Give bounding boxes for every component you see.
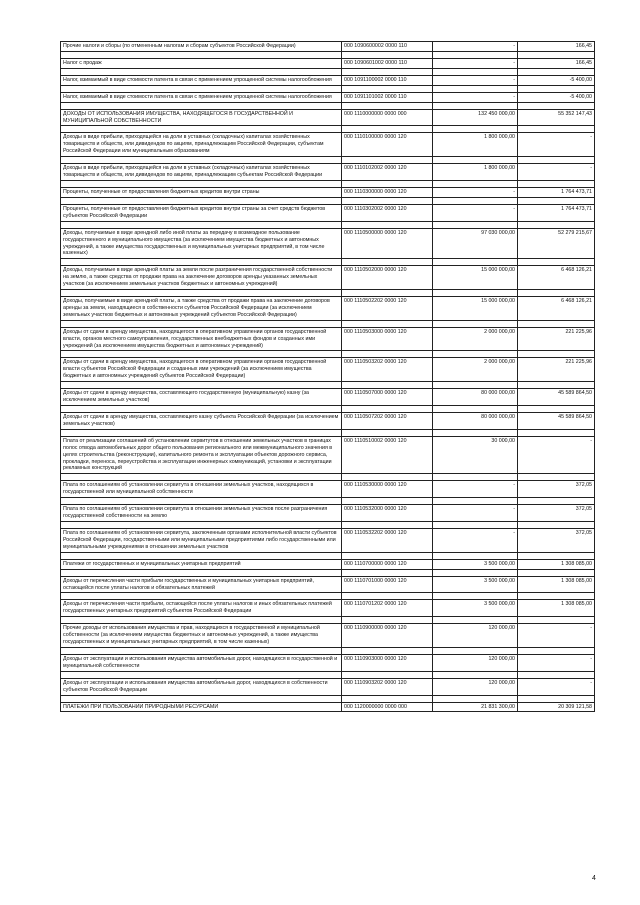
row-name-cell: ПЛАТЕЖИ ПРИ ПОЛЬЗОВАНИИ ПРИРОДНЫМИ РЕСУРСАМИ: [61, 702, 342, 712]
row-code-cell: 000 1110507202 0000 120: [342, 413, 433, 430]
row-exec-cell: -5 400,00: [518, 75, 595, 85]
row-plan-cell: 80 000 000,00: [433, 389, 518, 406]
row-name-cell: Доходы, получаемые в виде арендной платы за земли после разграничения государственной собственности на землю, а также средства от продажи права на заключение договоров аренды указанных земельных участков (за исключением земельных участков бюджетных и автономных учреждений): [61, 266, 342, 290]
table-row: [61, 505, 595, 522]
row-exec-cell: -: [518, 133, 595, 157]
spacer-cell: [61, 126, 342, 133]
spacer-cell: [433, 647, 518, 654]
revenue-table: [60, 41, 595, 712]
spacer-cell: [342, 290, 433, 297]
spacer-cell: [61, 671, 342, 678]
row-exec-cell: 372,05: [518, 481, 595, 498]
row-exec-cell: 372,05: [518, 505, 595, 522]
spacer-cell: [61, 382, 342, 389]
row-code-cell: 000 1110502202 0000 120: [342, 297, 433, 321]
row-plan-cell: 21 831 300,00: [433, 702, 518, 712]
row-exec-cell: 166,45: [518, 42, 595, 52]
row-name-cell: Доходы, получаемые в виде арендной либо иной платы за передачу в возмездное пользование государственного и муниципального имущества (за исключением имущества бюджетных и автономных учреждений, а также имущества государственных и муниципальных унитарных предприятий, в том числе казенных): [61, 228, 342, 259]
spacer-cell: [518, 617, 595, 624]
spacer-cell: [433, 68, 518, 75]
row-spacer: [61, 671, 595, 678]
row-exec-cell: 221 225,96: [518, 327, 595, 351]
row-plan-cell: -: [433, 505, 518, 522]
row-exec-cell: 1 308 085,00: [518, 559, 595, 569]
spacer-cell: [342, 221, 433, 228]
spacer-cell: [342, 569, 433, 576]
spacer-cell: [433, 569, 518, 576]
row-exec-cell: 6 468 126,21: [518, 266, 595, 290]
row-name-cell: Доходы от перечисления части прибыли государственных и муниципальных унитарных предприятий, остающейся после уплаты налогов и обязательных платежей: [61, 576, 342, 593]
row-name-cell: Налог с продаж: [61, 58, 342, 68]
table-row: [61, 327, 595, 351]
row-spacer: [61, 593, 595, 600]
spacer-cell: [518, 406, 595, 413]
row-plan-cell: 1 800 000,00: [433, 164, 518, 181]
row-spacer: [61, 552, 595, 559]
table-row: [61, 481, 595, 498]
row-exec-cell: 20 309 121,58: [518, 702, 595, 712]
spacer-cell: [518, 671, 595, 678]
row-name-cell: Прочие налоги и сборы (по отмененным налогам и сборам субъектов Российской Федерации): [61, 42, 342, 52]
spacer-cell: [342, 552, 433, 559]
row-plan-cell: -: [433, 42, 518, 52]
row-name-cell: Доходы от перечисления части прибыли, остающейся после уплаты налогов и иных обязательных платежей государственных унитарных предприятий субъектов Российской Федерации: [61, 600, 342, 617]
row-code-cell: 000 1110302002 0000 120: [342, 204, 433, 221]
spacer-cell: [518, 569, 595, 576]
spacer-cell: [61, 695, 342, 702]
row-name-cell: ДОХОДЫ ОТ ИСПОЛЬЗОВАНИЯ ИМУЩЕСТВА, НАХОДЯЩЕГОСЯ В ГОСУДАРСТВЕННОЙ И МУНИЦИПАЛЬНОЙ СОБСТВЕННОСТИ: [61, 109, 342, 126]
table-row: [61, 187, 595, 197]
spacer-cell: [433, 351, 518, 358]
spacer-cell: [61, 180, 342, 187]
spacer-cell: [61, 102, 342, 109]
spacer-cell: [61, 429, 342, 436]
row-exec-cell: 45 589 864,50: [518, 389, 595, 406]
table-row: [61, 358, 595, 382]
spacer-cell: [433, 157, 518, 164]
row-code-cell: 000 1120000000 0000 000: [342, 702, 433, 712]
spacer-cell: [433, 320, 518, 327]
table-row: [61, 678, 595, 695]
table-row: [61, 133, 595, 157]
row-plan-cell: 120 000,00: [433, 624, 518, 648]
row-name-cell: Доходы от сдачи в аренду имущества, составляющего государственную (муниципальную) казну (за исключением земельных участков): [61, 389, 342, 406]
spacer-cell: [61, 68, 342, 75]
spacer-cell: [433, 221, 518, 228]
row-spacer: [61, 474, 595, 481]
spacer-cell: [342, 320, 433, 327]
spacer-cell: [61, 221, 342, 228]
spacer-cell: [433, 126, 518, 133]
row-exec-cell: -5 400,00: [518, 92, 595, 102]
spacer-cell: [61, 51, 342, 58]
row-spacer: [61, 569, 595, 576]
row-exec-cell: 372,05: [518, 528, 595, 552]
table-row: [61, 413, 595, 430]
spacer-cell: [433, 474, 518, 481]
row-exec-cell: 45 589 864,50: [518, 413, 595, 430]
table-row: [61, 389, 595, 406]
row-plan-cell: 15 000 000,00: [433, 297, 518, 321]
row-code-cell: 000 1110900000 0000 120: [342, 624, 433, 648]
row-code-cell: 000 1110530000 0000 120: [342, 481, 433, 498]
row-plan-cell: 3 500 000,00: [433, 559, 518, 569]
spacer-cell: [518, 382, 595, 389]
row-name-cell: Платежи от государственных и муниципальных унитарных предприятий: [61, 559, 342, 569]
spacer-cell: [518, 290, 595, 297]
row-spacer: [61, 157, 595, 164]
spacer-cell: [61, 498, 342, 505]
row-code-cell: 000 1110500000 0000 120: [342, 228, 433, 259]
spacer-cell: [433, 85, 518, 92]
row-spacer: [61, 85, 595, 92]
row-code-cell: 000 1110503202 0000 120: [342, 358, 433, 382]
table-row: [61, 702, 595, 712]
row-name-cell: Плата по соглашениям об установлении сервитута, заключенным органами исполнительной власти субъектов Российской Федерации, государственными или муниципальными предприятиями либо государственными или муниципальными учреждениями в отношении земельных участков: [61, 528, 342, 552]
spacer-cell: [518, 474, 595, 481]
row-name-cell: Доходы от сдачи в аренду имущества, находящегося в оперативном управлении органов государственной власти, органов местного самоуправления, государственных внебюджетных фондов и созданных ими учреждений (за исключением имущества бюджетных и автономных учреждений): [61, 327, 342, 351]
row-name-cell: Доходы в виде прибыли, приходящейся на доли в уставных (складочных) капиталах хозяйственных товариществ и обществ, или дивидендов по акциям, принадлежащим субъектам Российской Федерации: [61, 164, 342, 181]
spacer-cell: [342, 259, 433, 266]
row-spacer: [61, 617, 595, 624]
row-name-cell: Доходы от эксплуатации и использования имущества автомобильных дорог, находящихся в государственной и муниципальной собственности: [61, 654, 342, 671]
row-spacer: [61, 320, 595, 327]
spacer-cell: [518, 259, 595, 266]
row-code-cell: 000 1110903202 0000 120: [342, 678, 433, 695]
row-spacer: [61, 695, 595, 702]
spacer-cell: [61, 647, 342, 654]
table-row: [61, 266, 595, 290]
row-spacer: [61, 647, 595, 654]
row-code-cell: 000 1110701202 0000 120: [342, 600, 433, 617]
spacer-cell: [342, 406, 433, 413]
row-name-cell: Доходы от сдачи в аренду имущества, находящегося в оперативном управлении органов государственной власти субъектов Российской Федерации и созданных ими учреждений (за исключением имущества бюджетных и автономных учреждений субъектов Российской Федерации): [61, 358, 342, 382]
spacer-cell: [433, 197, 518, 204]
spacer-cell: [518, 180, 595, 187]
spacer-cell: [433, 593, 518, 600]
spacer-cell: [433, 671, 518, 678]
spacer-cell: [61, 320, 342, 327]
row-code-cell: 000 1110502000 0000 120: [342, 266, 433, 290]
spacer-cell: [61, 351, 342, 358]
row-plan-cell: -: [433, 187, 518, 197]
spacer-cell: [342, 498, 433, 505]
spacer-cell: [342, 647, 433, 654]
spacer-cell: [433, 290, 518, 297]
spacer-cell: [518, 552, 595, 559]
spacer-cell: [342, 180, 433, 187]
row-spacer: [61, 68, 595, 75]
spacer-cell: [342, 351, 433, 358]
spacer-cell: [433, 695, 518, 702]
spacer-cell: [342, 157, 433, 164]
table-row: [61, 624, 595, 648]
spacer-cell: [518, 498, 595, 505]
table-row: [61, 204, 595, 221]
row-name-cell: Доходы от эксплуатации и использования имущества автомобильных дорог, находящихся в собственности субъектов Российской Федерации: [61, 678, 342, 695]
spacer-cell: [518, 521, 595, 528]
table-row: [61, 228, 595, 259]
row-spacer: [61, 102, 595, 109]
spacer-cell: [342, 671, 433, 678]
row-plan-cell: 2 000 000,00: [433, 358, 518, 382]
row-name-cell: Налог, взимаемый в виде стоимости патента в связи с применением упрощенной системы налогообложения: [61, 92, 342, 102]
spacer-cell: [342, 126, 433, 133]
row-code-cell: 000 1090601002 0000 110: [342, 58, 433, 68]
spacer-cell: [61, 474, 342, 481]
table-row: [61, 600, 595, 617]
row-code-cell: 000 1110700000 0000 120: [342, 559, 433, 569]
table-row: [61, 297, 595, 321]
spacer-cell: [342, 593, 433, 600]
spacer-cell: [518, 51, 595, 58]
row-spacer: [61, 521, 595, 528]
spacer-cell: [518, 695, 595, 702]
spacer-cell: [433, 180, 518, 187]
row-plan-cell: 1 800 000,00: [433, 133, 518, 157]
table-row: [61, 436, 595, 474]
row-code-cell: 000 1110503000 0000 120: [342, 327, 433, 351]
spacer-cell: [61, 552, 342, 559]
spacer-cell: [342, 429, 433, 436]
spacer-cell: [518, 593, 595, 600]
spacer-cell: [518, 197, 595, 204]
row-code-cell: 000 1091100002 0000 110: [342, 75, 433, 85]
row-spacer: [61, 498, 595, 505]
table-row: [61, 75, 595, 85]
row-exec-cell: 6 468 126,21: [518, 297, 595, 321]
row-plan-cell: 120 000,00: [433, 654, 518, 671]
row-code-cell: 000 1110903000 0000 120: [342, 654, 433, 671]
row-plan-cell: 80 000 000,00: [433, 413, 518, 430]
row-exec-cell: -: [518, 624, 595, 648]
row-spacer: [61, 197, 595, 204]
row-name-cell: Плата по соглашениям об установлении сервитута в отношении земельных участков после разграничения государственной собственности на землю: [61, 505, 342, 522]
row-name-cell: Плата от реализации соглашений об установлении сервитутов в отношении земельных участков в границах полос отвода автомобильных дорог общего пользования регионального или межмуниципального значения в целях строительства (реконструкции), капитального ремонта и эксплуатации объектов дорожного сервиса, прокладки, переноса, переустройства и эксплуатации инженерных коммуникаций, установки и эксплуатации рекламных конструкций: [61, 436, 342, 474]
spacer-cell: [61, 157, 342, 164]
row-code-cell: 000 1091101002 0000 110: [342, 92, 433, 102]
row-exec-cell: -: [518, 654, 595, 671]
row-plan-cell: 3 500 000,00: [433, 576, 518, 593]
row-spacer: [61, 382, 595, 389]
row-plan-cell: 97 030 000,00: [433, 228, 518, 259]
spacer-cell: [433, 498, 518, 505]
row-code-cell: 000 1110532000 0000 120: [342, 505, 433, 522]
row-exec-cell: -: [518, 436, 595, 474]
row-spacer: [61, 51, 595, 58]
table-row: [61, 654, 595, 671]
spacer-cell: [342, 197, 433, 204]
row-exec-cell: -: [518, 678, 595, 695]
spacer-cell: [61, 259, 342, 266]
page-number: 4: [592, 875, 596, 882]
row-code-cell: 000 1110510002 0000 120: [342, 436, 433, 474]
spacer-cell: [433, 429, 518, 436]
spacer-cell: [342, 695, 433, 702]
row-plan-cell: 3 500 000,00: [433, 600, 518, 617]
table-row: [61, 164, 595, 181]
row-code-cell: 000 1110100000 0000 120: [342, 133, 433, 157]
row-plan-cell: -: [433, 58, 518, 68]
spacer-cell: [61, 593, 342, 600]
row-code-cell: 000 1110300000 0000 120: [342, 187, 433, 197]
row-name-cell: Плата по соглашениям об установлении сервитута в отношении земельных участков, находящихся в государственной или муниципальной собственности: [61, 481, 342, 498]
spacer-cell: [61, 85, 342, 92]
spacer-cell: [433, 51, 518, 58]
row-exec-cell: 52 279 215,67: [518, 228, 595, 259]
spacer-cell: [342, 617, 433, 624]
spacer-cell: [433, 552, 518, 559]
spacer-cell: [518, 68, 595, 75]
row-code-cell: 000 1110532202 0000 120: [342, 528, 433, 552]
table-row: [61, 92, 595, 102]
table-row: [61, 42, 595, 52]
row-spacer: [61, 429, 595, 436]
row-code-cell: 000 1090600002 0000 110: [342, 42, 433, 52]
spacer-cell: [342, 68, 433, 75]
row-plan-cell: -: [433, 204, 518, 221]
row-name-cell: Проценты, полученные от предоставления бюджетных кредитов внутри страны за счет средств бюджетов субъектов Российской Федерации: [61, 204, 342, 221]
spacer-cell: [433, 521, 518, 528]
row-spacer: [61, 221, 595, 228]
spacer-cell: [342, 382, 433, 389]
row-plan-cell: -: [433, 92, 518, 102]
row-spacer: [61, 126, 595, 133]
spacer-cell: [342, 474, 433, 481]
row-spacer: [61, 406, 595, 413]
table-row: [61, 58, 595, 68]
row-spacer: [61, 180, 595, 187]
table-row: [61, 528, 595, 552]
row-exec-cell: 1 764 473,71: [518, 204, 595, 221]
row-spacer: [61, 351, 595, 358]
row-exec-cell: 1 764 473,71: [518, 187, 595, 197]
row-code-cell: 000 1110701000 0000 120: [342, 576, 433, 593]
row-exec-cell: 1 308 085,00: [518, 576, 595, 593]
spacer-cell: [518, 351, 595, 358]
spacer-cell: [342, 85, 433, 92]
spacer-cell: [61, 290, 342, 297]
row-name-cell: Доходы в виде прибыли, приходящейся на доли в уставных (складочных) капиталах хозяйственных товариществ и обществ, или дивидендов по акциям, принадлежащим Российской Федерации, субъектам Российской Федерации или муниципальным образованиям: [61, 133, 342, 157]
spacer-cell: [342, 521, 433, 528]
spacer-cell: [518, 429, 595, 436]
spacer-cell: [518, 126, 595, 133]
spacer-cell: [433, 259, 518, 266]
spacer-cell: [433, 102, 518, 109]
row-plan-cell: -: [433, 75, 518, 85]
spacer-cell: [342, 102, 433, 109]
row-code-cell: 000 1110102002 0000 120: [342, 164, 433, 181]
row-name-cell: Прочие доходы от использования имущества и прав, находящихся в государственной и муниципальной собственности (за исключением имущества бюджетных и автономных учреждений, а также имущества государственных и муниципальных унитарных предприятий, в том числе казенных): [61, 624, 342, 648]
spacer-cell: [342, 51, 433, 58]
row-name-cell: Доходы от сдачи в аренду имущества, составляющего казну субъекта Российской Федерации (за исключением земельных участков): [61, 413, 342, 430]
row-plan-cell: -: [433, 481, 518, 498]
row-name-cell: Проценты, полученные от предоставления бюджетных кредитов внутри страны: [61, 187, 342, 197]
spacer-cell: [61, 197, 342, 204]
table-row: [61, 576, 595, 593]
spacer-cell: [61, 569, 342, 576]
table-row: [61, 559, 595, 569]
row-code-cell: 000 1110507000 0000 120: [342, 389, 433, 406]
spacer-cell: [61, 521, 342, 528]
revenue-table-body: [61, 42, 595, 712]
spacer-cell: [433, 406, 518, 413]
spacer-cell: [518, 85, 595, 92]
spacer-cell: [518, 157, 595, 164]
row-plan-cell: 2 000 000,00: [433, 327, 518, 351]
spacer-cell: [518, 320, 595, 327]
row-plan-cell: 132 450 000,00: [433, 109, 518, 126]
row-plan-cell: 30 000,00: [433, 436, 518, 474]
row-spacer: [61, 290, 595, 297]
spacer-cell: [518, 647, 595, 654]
row-exec-cell: -: [518, 164, 595, 181]
row-code-cell: 000 1110000000 0000 000: [342, 109, 433, 126]
spacer-cell: [433, 617, 518, 624]
spacer-cell: [61, 617, 342, 624]
row-exec-cell: 221 225,96: [518, 358, 595, 382]
spacer-cell: [61, 406, 342, 413]
row-plan-cell: -: [433, 528, 518, 552]
row-exec-cell: 1 308 085,00: [518, 600, 595, 617]
spacer-cell: [518, 102, 595, 109]
spacer-cell: [518, 221, 595, 228]
spacer-cell: [433, 382, 518, 389]
row-plan-cell: 120 000,00: [433, 678, 518, 695]
row-exec-cell: 166,45: [518, 58, 595, 68]
table-row: [61, 109, 595, 126]
row-name-cell: Налог, взимаемый в виде стоимости патента в связи с применением упрощенной системы налогообложения: [61, 75, 342, 85]
row-plan-cell: 15 000 000,00: [433, 266, 518, 290]
row-exec-cell: 55 352 147,43: [518, 109, 595, 126]
row-spacer: [61, 259, 595, 266]
row-name-cell: Доходы, получаемые в виде арендной платы, а также средства от продажи права на заключение договоров аренды за земли, находящиеся в собственности субъектов Российской Федерации (за исключением земельных участков бюджетных и автономных учреждений субъектов Российской Федерации): [61, 297, 342, 321]
